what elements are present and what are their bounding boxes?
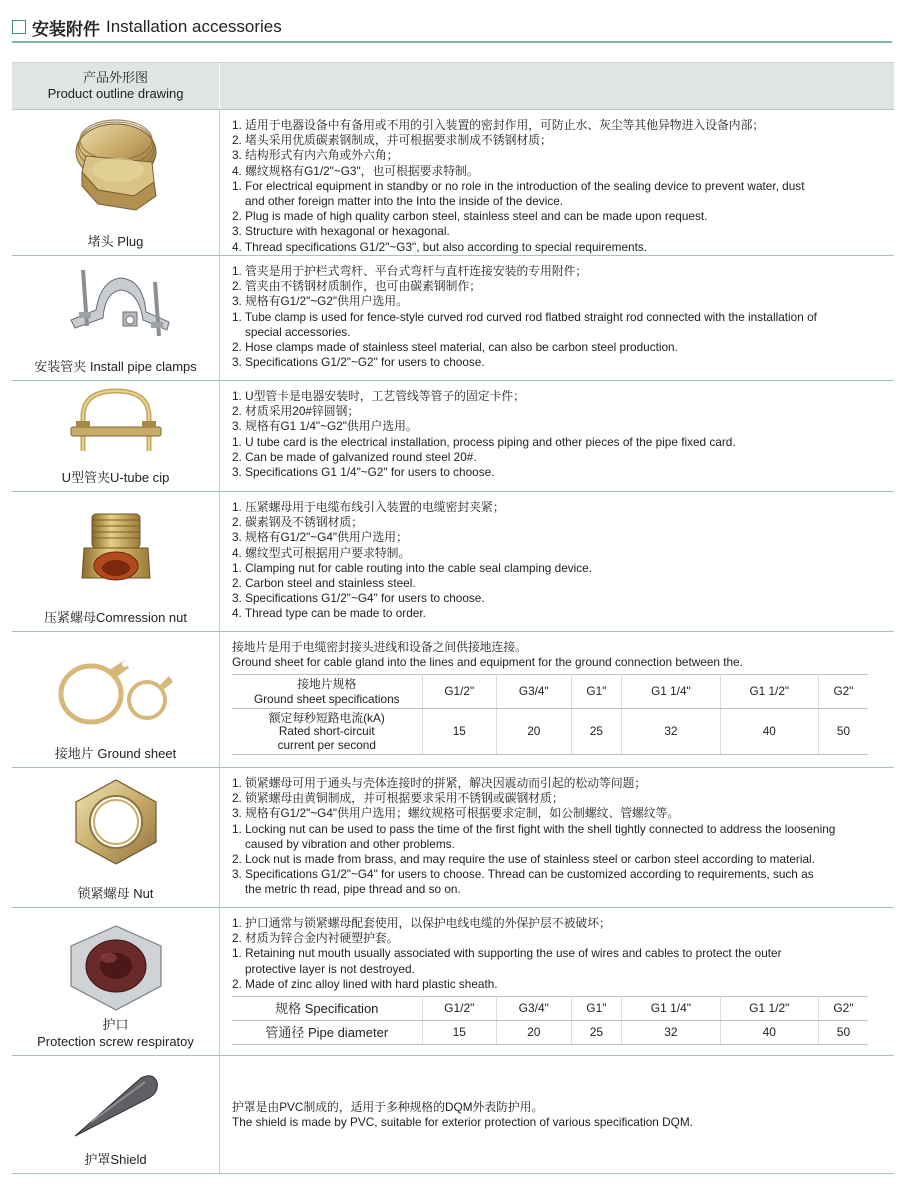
spec-row-label [232,709,422,755]
product-description [220,1056,894,1173]
spec-cell: G1 1/2" [720,675,818,709]
desc-line: 3. Structure with hexagonal or hexagonal. [232,224,450,239]
spec-row-label: 管通径 Pipe diameter [232,1021,422,1045]
product-description [220,256,894,380]
desc-line: 2. Made of zinc alloy lined with hard plastic sheath. [232,976,498,991]
spec-cell: G2" [818,675,868,709]
spec-cell: 20 [497,1021,572,1045]
spec-cell: 25 [571,709,622,755]
spec-row-label [232,675,422,709]
table-row-ground-sheet [12,632,894,768]
desc-line: 3. Specifications G1/2"~G4" for users to choose. [232,591,485,606]
desc-line: 2. 锁紧螺母由黄铜制成，并可根据要求采用不锈钢或碳钢材质； [232,791,564,806]
table-row-u-tube [12,381,894,492]
spec-cell: 32 [622,1021,720,1045]
product-cell [12,492,220,631]
product-cell [12,1056,220,1173]
ground-sheet-image [12,650,219,734]
spec-cell: G1 1/4" [622,675,720,709]
product-cell [12,381,220,491]
spec-cell: G1 1/4" [622,997,720,1021]
spec-row [232,997,868,1021]
pipe-clamp-image [12,260,219,350]
plug-image [12,114,219,224]
section-title [12,14,282,40]
protection-screw-image [12,922,219,1014]
desc-line: 1. For electrical equipment in standby or no role in the introduction of the sealing device to prevent water, dust [232,178,805,193]
desc-line: 护罩是由PVC制成的，适用于多种规格的DQM外表防护用。 [232,1100,544,1114]
product-caption: U型管夹U-tube cip [61,470,170,485]
spec-cell: G3/4" [497,997,572,1021]
product-caption: 堵头 Plug [87,234,144,249]
product-description [220,908,894,1055]
table-row-protection-screw [12,908,894,1056]
desc-line: 1. Tube clamp is used for fence-style curved rod curved rod flatbed straight rod connected with the installation of [232,309,817,324]
desc-line: 1. U型管卡是电器安装时，工艺管线等管子的固定卡件； [232,389,525,403]
desc-line: 2. Lock nut is made from brass, and may require the use of stainless steel or carbon steel according to material. [232,852,815,867]
compression-nut-image [12,506,219,596]
header-cn: 产品外形图 [82,70,148,85]
desc-line: 1. Clamping nut for cable routing into the cable seal clamping device. [232,560,593,575]
desc-line: 1. Retaining nut mouth usually associated with supporting the use of wires and cables to protect the outer [232,946,782,961]
desc-line: 3. 规格有G1/2"~G2"供用户选用。 [232,294,408,309]
desc-line: 3. 结构形式有内六角或外六角； [232,148,399,163]
spec-cell: 50 [818,709,868,755]
accessories-table [12,62,894,1174]
u-tube-clip-image [12,385,219,461]
desc-line: the metric th read, pipe thread and so on. [245,882,461,897]
product-caption: 锁紧螺母 Nut [77,886,154,901]
desc-line: 2. Can be made of galvanized round steel 20#. [232,449,477,464]
product-description [220,492,894,631]
desc-line: 2. Plug is made of high quality carbon steel, stainless steel and can be made upon request. [232,209,708,224]
desc-line: 2. 材质采用20#锌圆钢； [232,404,360,419]
table-header [12,62,894,110]
desc-line: 1. 护口通常与锁紧螺母配套使用，以保护电线电缆的外保护层不被破坏； [232,916,611,930]
desc-line: 3. Specifications G1 1/4"~G2" for users to choose. [232,465,495,480]
title-english: Installation accessories [106,17,282,36]
desc-line: 1. 适用于电器设备中有备用或不用的引入装置的密封作用，可防止水、灰尘等其他异物进入设备内部； [232,118,765,132]
product-caption: 接地片 Ground sheet [54,746,177,761]
header-product-outline [12,63,220,109]
spec-cell: 40 [720,1021,818,1045]
product-description [220,632,894,767]
spec-cell: 15 [422,1021,497,1045]
label-en: Rated short-circuit [278,724,375,739]
label-cn: 额定每秒短路电流(kA) [268,710,385,725]
desc-line: 4. 螺纹型式可根据用户要求特制。 [232,545,411,560]
desc-line: 3. 规格有G1/2"~G4"供用户选用；螺纹规格可根据要求定制，如公制螺纹、管螺纹等。 [232,806,680,821]
desc-line: 2. Carbon steel and stainless steel. [232,576,416,591]
spec-cell: G1/2" [422,675,497,709]
desc-line: protective layer is not destroyed. [245,961,415,976]
desc-line: 1. 锁紧螺母可用于通头与壳体连接时的拼紧，解决因震动而引起的松动等问题； [232,776,647,790]
desc-line: 3. 规格有G1/2"~G4"供用户选用； [232,530,408,545]
desc-line: 3. 规格有G1 1/4"~G2"供用户选用。 [232,419,418,434]
product-caption: 安装管夹 Install pipe clamps [34,359,197,374]
desc-line: 3. Specifications G1/2"~G4" for users to choose. Thread can be customized according to requirements, such as [232,867,814,882]
product-caption: 护罩Shield [84,1152,147,1167]
spec-row [232,675,868,709]
product-cell [12,768,220,907]
spec-cell: G1/2" [422,997,497,1021]
product-caption-en: Protection screw respiratoy [37,1034,194,1049]
desc-line: 1. 压紧螺母用于电缆布线引入装置的电缆密封夹紧； [232,500,505,514]
spec-cell: G2" [818,997,868,1021]
spec-cell: G1" [571,675,622,709]
desc-line: 1. U tube card is the electrical installation, process piping and other pieces of the pipe fixed card. [232,434,736,449]
checkbox-square-icon [12,20,26,34]
product-cell [12,908,220,1055]
product-description [220,110,894,255]
table-row-shield [12,1056,894,1174]
desc-line: 接地片是用于电缆密封接头进线和设备之间供接地连接。 [232,640,527,654]
table-row-pipe-clamps [12,256,894,381]
desc-line: caused by vibration and other problems. [245,836,455,851]
desc-line: 1. 管夹是用于护栏式弯杆、平台式弯杆与直杆连接安装的专用附件； [232,264,588,278]
desc-line: The shield is made by PVC, suitable for exterior protection of various specification DQM. [232,1115,693,1130]
desc-line: Ground sheet for cable gland into the lines and equipment for the ground connection between the. [232,655,743,670]
product-cell [12,256,220,380]
spec-cell: 25 [571,1021,622,1045]
product-caption: 护口 [102,1017,129,1032]
desc-line: 4. 螺纹规格有G1/2"~G3"，也可根据要求特制。 [232,163,479,178]
title-underline [12,41,892,43]
label-cn: 接地片规格 [297,676,357,691]
spec-cell: G1" [571,997,622,1021]
header-description [220,63,894,109]
title-chinese: 安装附件 [32,19,100,40]
spec-cell: 15 [422,709,497,755]
desc-line: 1. Locking nut can be used to pass the time of the first fight with the shell tightly connected to address the loosening [232,821,836,836]
spec-row-label: 规格 Specification [232,997,422,1021]
protection-spec-table [232,996,868,1045]
desc-line: 2. 碳素钢及不锈钢材质； [232,515,364,530]
spec-cell: 20 [497,709,572,755]
product-cell [12,632,220,767]
desc-line: and other foreign matter into the Into the inside of the device. [245,194,564,209]
product-cell [12,110,220,255]
header-en: Product outline drawing [47,86,184,101]
desc-line: 2. 管夹由不锈钢材质制作，也可由碳素钢制作； [232,279,482,294]
desc-line: 4. Thread type can be made to order. [232,606,426,621]
desc-line: 2. Hose clamps made of stainless steel material, can also be carbon steel production. [232,340,678,355]
spec-cell: 40 [720,709,818,755]
label-en: Ground sheet specifications [253,691,400,706]
spec-cell: G1 1/2" [720,997,818,1021]
product-caption: 压紧螺母Comression nut [43,610,188,625]
spec-row [232,709,868,755]
spec-row [232,1021,868,1045]
lock-nut-image [12,774,219,870]
desc-line: 2. 堵头采用优质碳素钢制成，并可根据要求制成不锈钢材质； [232,133,552,148]
desc-line: special accessories. [245,324,351,339]
ground-sheet-spec-table [232,674,868,755]
table-row-lock-nut [12,768,894,908]
table-row-plug [12,110,894,256]
spec-cell: G3/4" [497,675,572,709]
label-en: current per second [277,737,376,752]
desc-line: 2. 材质为锌合金内衬硬塑护套。 [232,931,399,946]
spec-cell: 50 [818,1021,868,1045]
product-description [220,381,894,491]
product-caption-group [12,1016,219,1050]
shield-image [12,1070,219,1142]
table-row-compression-nut [12,492,894,632]
product-description [220,768,894,907]
spec-cell: 32 [622,709,720,755]
desc-line: 3. Specifications G1/2"~G2" for users to choose. [232,355,485,370]
desc-line: 4. Thread specifications G1/2"~G3", but also according to special requirements. [232,239,648,254]
